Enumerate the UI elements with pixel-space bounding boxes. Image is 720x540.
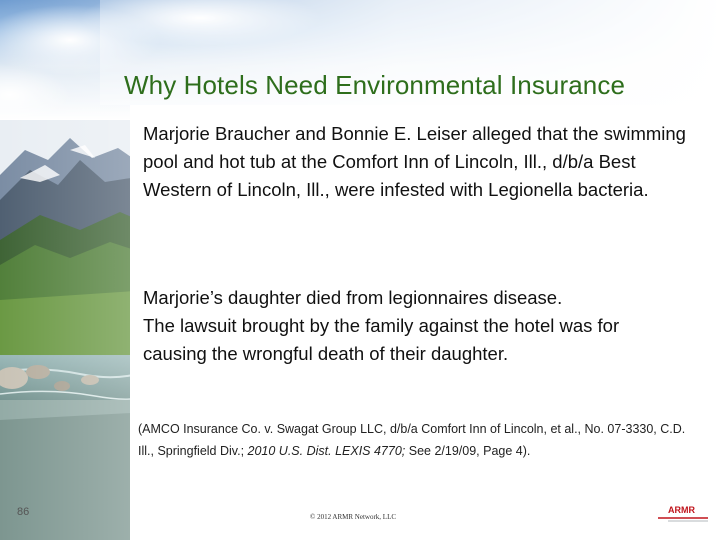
paragraph-outcome-line-1: Marjorie’s daughter died from legionnaires disease. xyxy=(143,287,563,308)
citation-italic: 2010 U.S. Dist. LEXIS 4770; xyxy=(247,444,406,458)
citation-text-2: See 2/19/09, Page 4). xyxy=(405,444,531,458)
paragraph-outcome-line-2: The lawsuit brought by the family against the hotel was for causing the wrongful death of their daughter. xyxy=(143,315,620,364)
logo-text: ARMR xyxy=(668,505,695,515)
paragraph-lawsuit-allegation: Marjorie Braucher and Bonnie E. Leiser alleged that the swimming pool and hot tub at the Comfort Inn of Lincoln, Ill., d/b/a Best Western of Lincoln, Ill., were infested with Legionella bacteria. xyxy=(143,123,686,200)
paragraph-outcome xyxy=(143,284,688,368)
citation-text-1: (AMCO Insurance Co. v. Swagat Group LLC, d/b/a Comfort Inn of Lincoln, et al., No. 07-3330, C.D. Ill., Springfield Div.; xyxy=(138,422,686,458)
copyright-notice: © 2012 ARMR Network, LLC xyxy=(310,513,397,521)
citation xyxy=(138,418,690,462)
armr-logo xyxy=(654,503,710,523)
slide-title: Why Hotels Need Environmental Insurance xyxy=(124,70,626,100)
slide-number: 86 xyxy=(17,506,30,518)
